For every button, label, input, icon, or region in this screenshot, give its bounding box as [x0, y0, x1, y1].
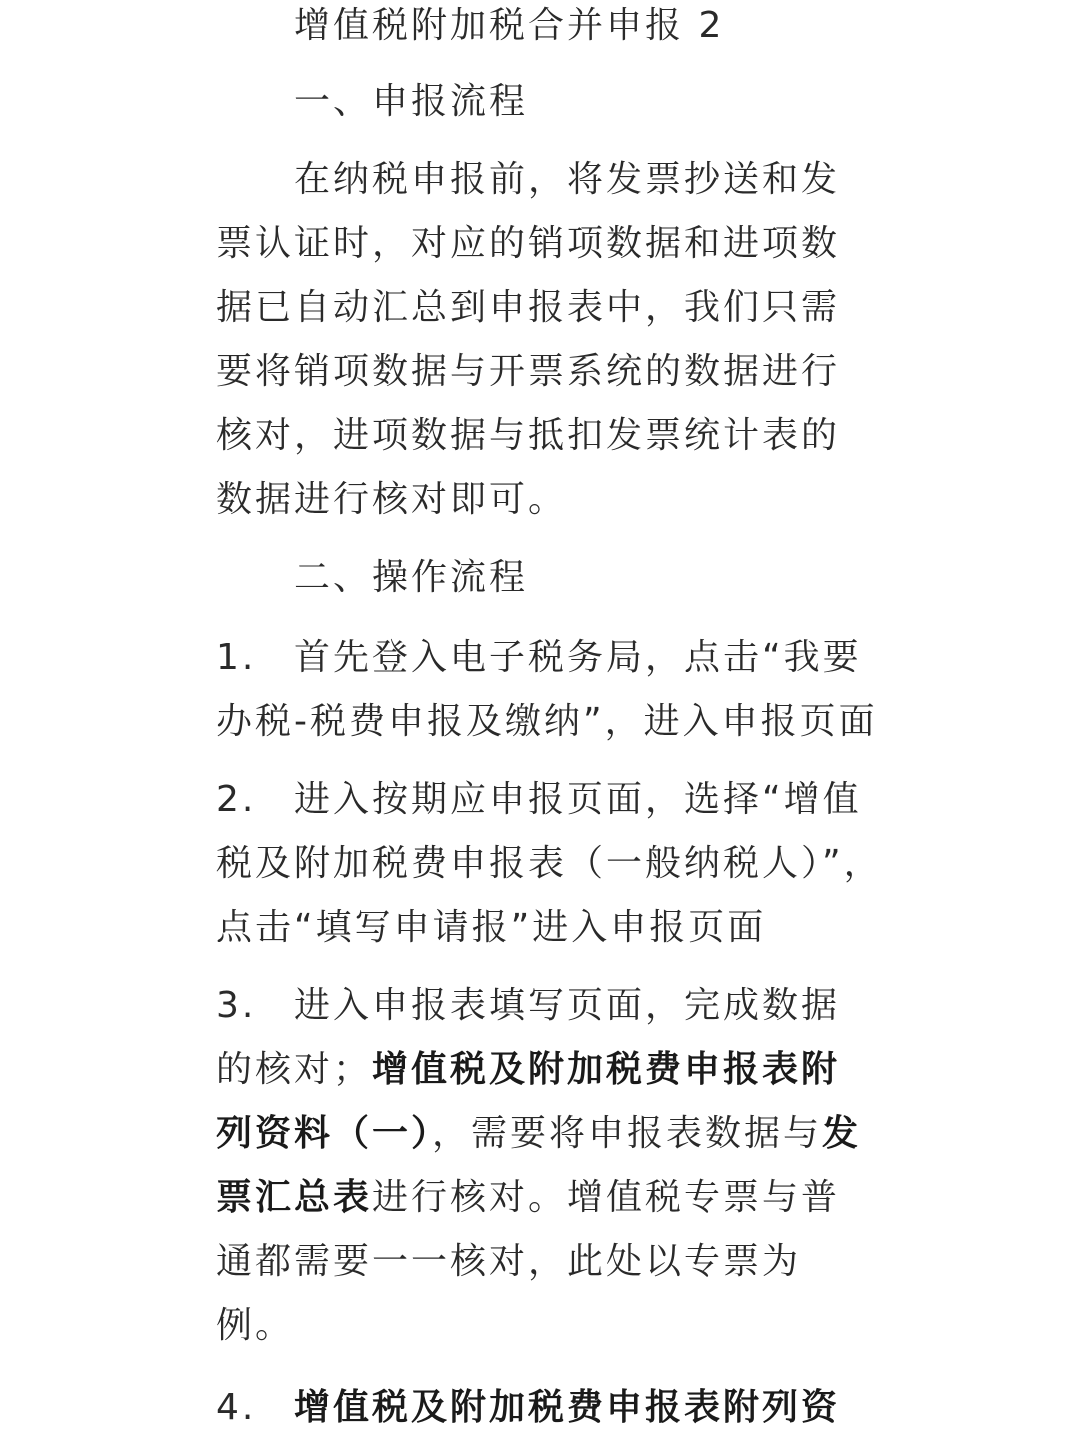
paragraph-line: 数据进行核对即可。 — [216, 479, 568, 520]
section2-heading: 二、操作流程 — [294, 557, 529, 598]
step-3-line — [216, 1102, 861, 1166]
step-1-line — [216, 626, 862, 690]
step-3-line — [216, 1166, 840, 1230]
step-4-line — [216, 1376, 840, 1439]
step-2-line: 税及附加税费申报表（一般纳税人）”， — [216, 843, 883, 884]
step-1-line: 办税-税费申报及缴纳”，进入申报页面 — [216, 701, 878, 742]
step-number: 2. — [216, 779, 257, 820]
bold-text: 增值税及附加税费申报表附列资 — [294, 1387, 841, 1428]
section1-heading: 一、申报流程 — [294, 81, 529, 122]
step-2-line — [216, 768, 862, 832]
bold-text: 增值税及附加税费申报表附 — [372, 1049, 841, 1090]
step-number: 4. — [216, 1387, 257, 1428]
step-3-line: 例。 — [216, 1305, 295, 1346]
step-2-line: 点击“填写申请报”进入申报页面 — [216, 907, 767, 948]
step-3-line: 通都需要一一核对，此处以专票为 — [216, 1241, 802, 1282]
document-title: 增值税附加税合并申报 2 — [294, 5, 725, 46]
step-text: ，需要将申报表数据与 — [432, 1113, 823, 1154]
step-text: 进行核对。增值税专票与普 — [372, 1177, 841, 1218]
step-text: 进入按期应申报页面，选择“增值 — [294, 779, 862, 820]
step-3-line — [216, 974, 840, 1038]
paragraph-line: 核对，进项数据与抵扣发票统计表的 — [216, 415, 841, 456]
paragraph-line: 票认证时，对应的销项数据和进项数 — [216, 223, 841, 264]
step-text: 首先登入电子税务局，点击“我要 — [294, 637, 862, 678]
step-text: 的核对； — [216, 1049, 373, 1090]
step-3-line — [216, 1038, 840, 1102]
step-number: 3. — [216, 985, 257, 1026]
paragraph-line: 据已自动汇总到申报表中，我们只需 — [216, 287, 841, 328]
bold-text: 发 — [822, 1113, 862, 1154]
paragraph-line: 要将销项数据与开票系统的数据进行 — [216, 351, 841, 392]
bold-text: 票汇总表 — [216, 1177, 373, 1218]
paragraph-line: 在纳税申报前，将发票抄送和发 — [294, 159, 841, 200]
bold-text: 列资料（一） — [216, 1113, 433, 1154]
step-number: 1. — [216, 637, 257, 678]
step-text: 进入申报表填写页面，完成数据 — [294, 985, 841, 1026]
